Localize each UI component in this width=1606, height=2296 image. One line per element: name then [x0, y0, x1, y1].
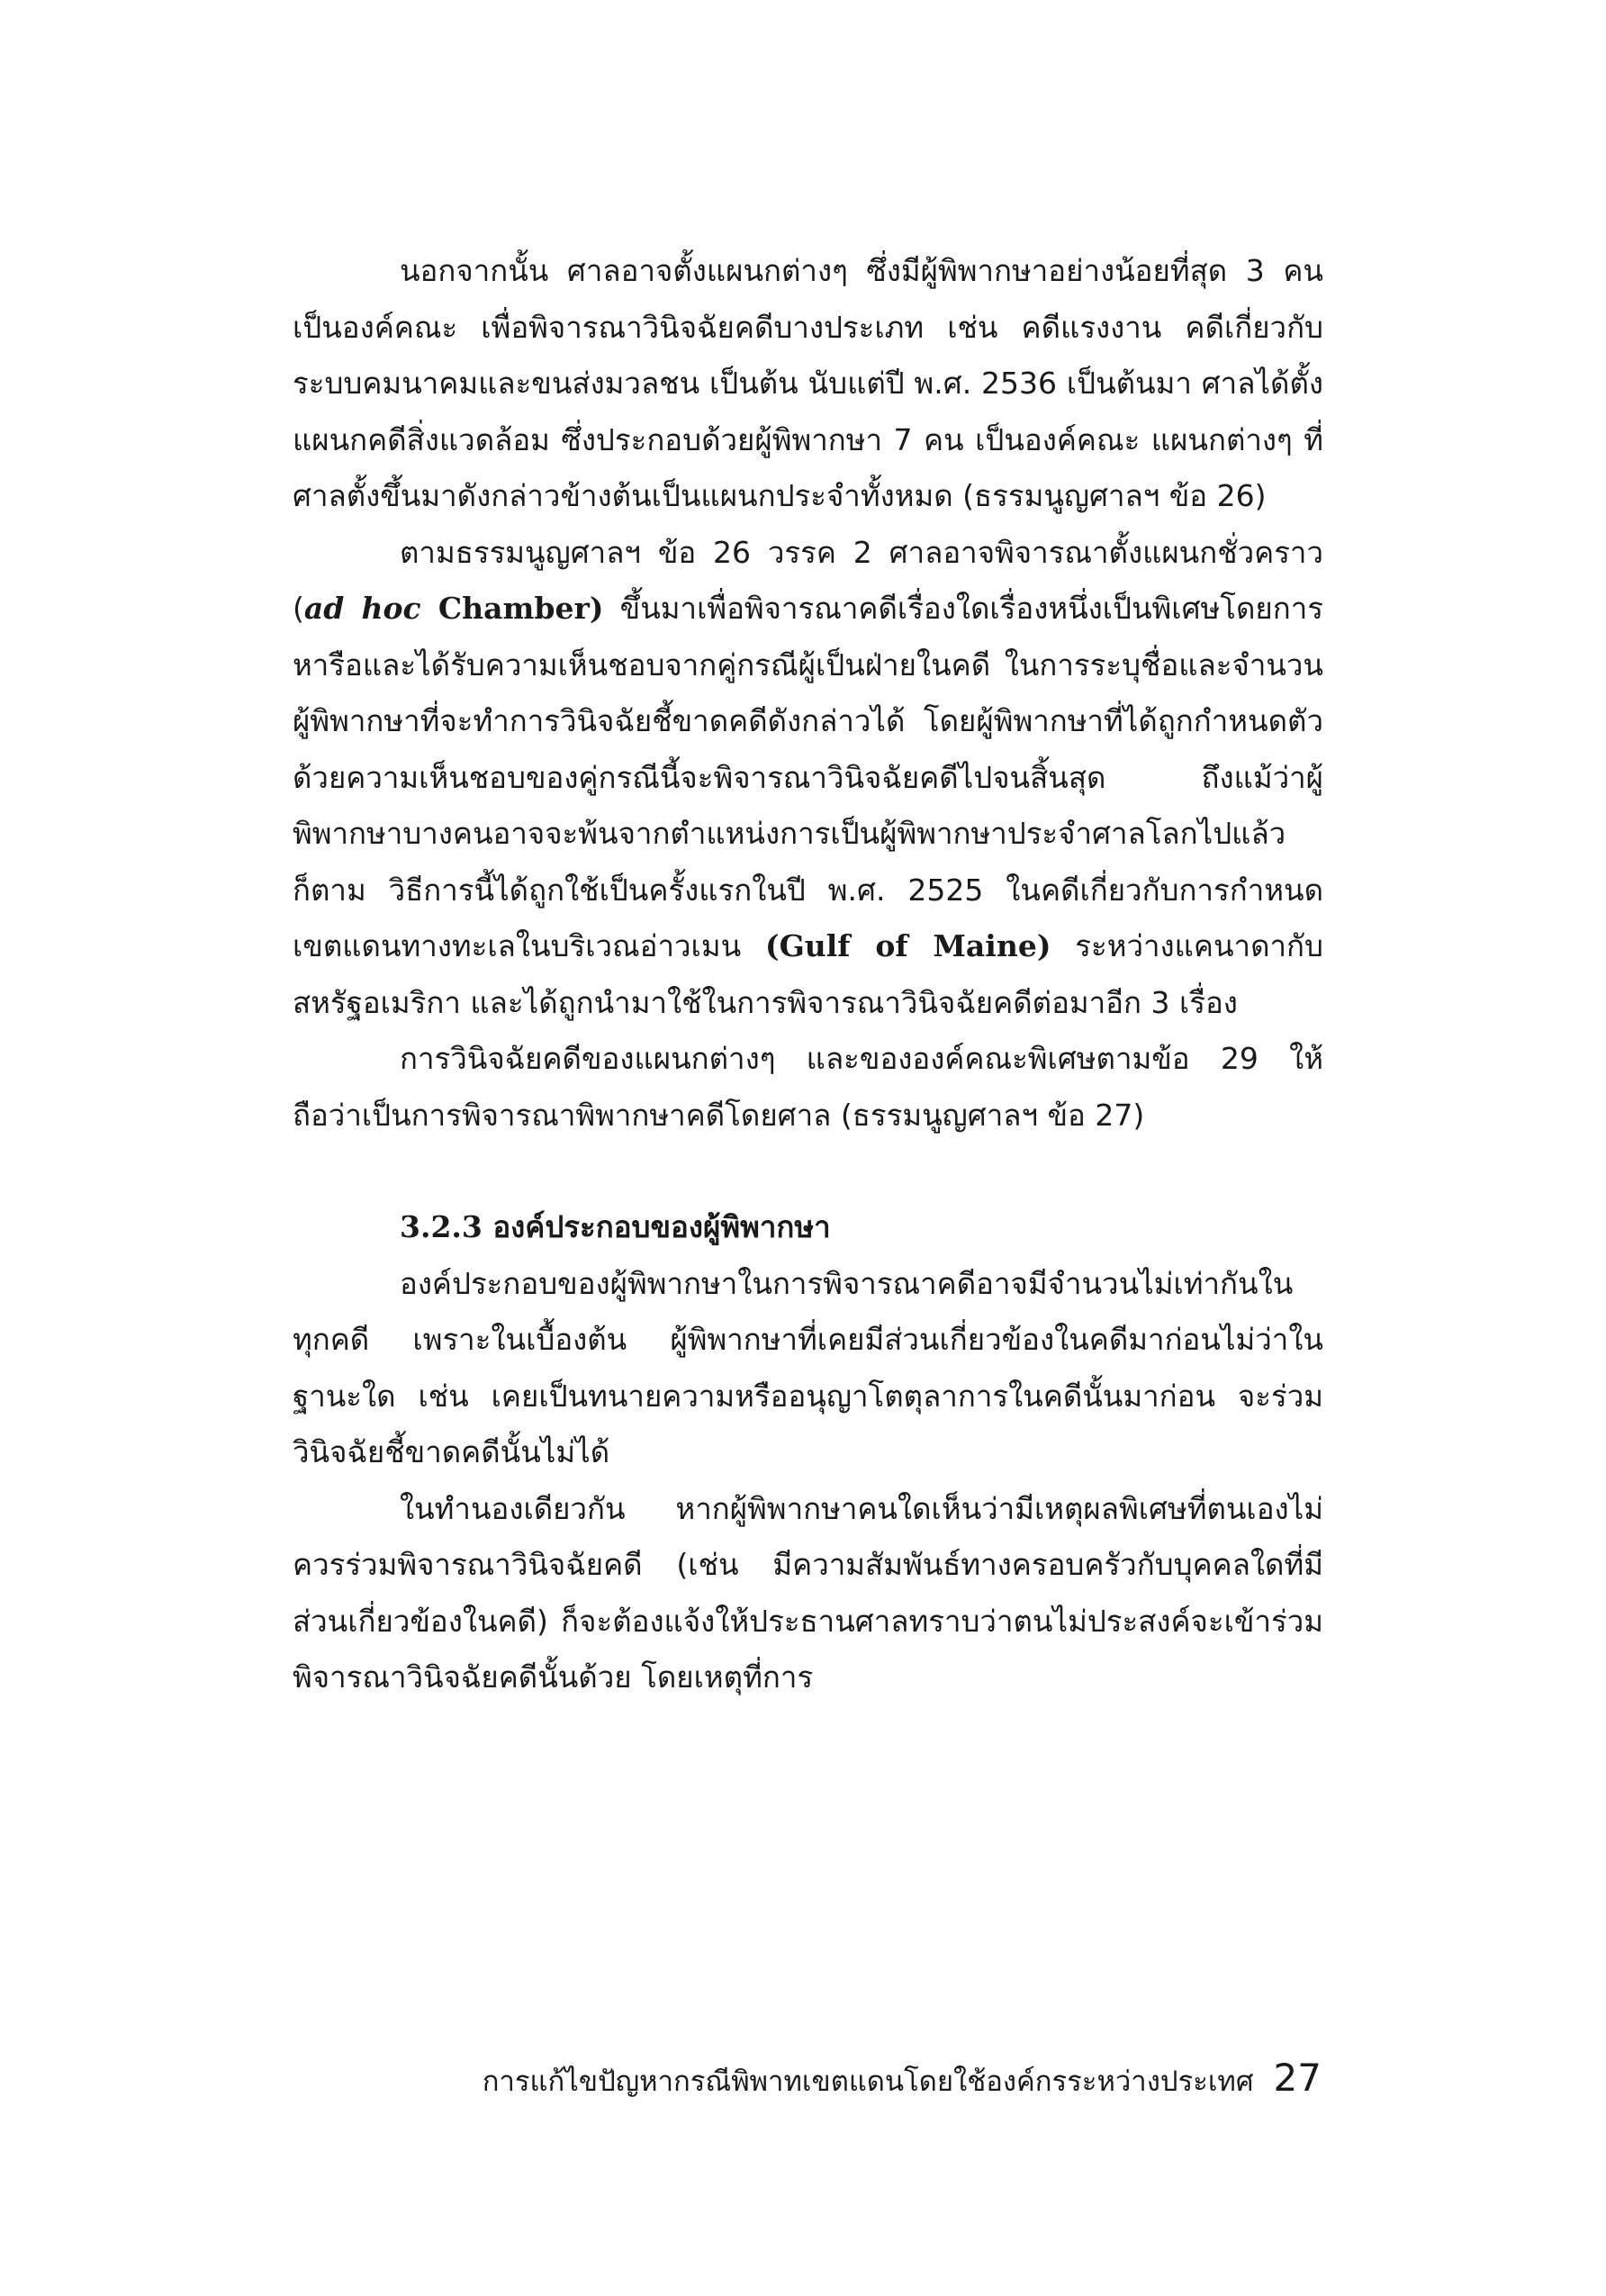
paragraph-text-part3: ขึ้นมาเพื่อพิจารณาคดีเรื่องใดเรื่องหนึ่งเป็นพิเศษโดยการหารือและได้รับความเห็นชอบจากคู่กรณีผู้เป็นฝ่ายในคดี ในการระบุชื่อและจำนวนผู้พิพากษาที่จะทำการวินิจฉัยชี้ขาดคดีดังกล่าวได้ โดยผู้พิพากษาที่ได้ถูกกำหนดตัวด้วยความเห็นชอบของคู่กรณีนี้จะพิจารณาวินิจฉัยคดีไปจนสิ้นสุด ถึงแม้ว่าผู้พิพากษาบางคนอาจจะพ้นจากตำแหน่งการเป็นผู้พิพากษาประจำศาลโลกไปแล้วก็ตาม วิธีการนี้ได้ถูกใช้เป็นครั้งแรกในปี พ.ศ. 2525 ในคดีเกี่ยวกับการกำหนดเขตแดนทางทะเลในบริเวณอ่าวเมน — [293, 591, 1323, 963]
page-body — [293, 243, 1323, 1706]
section-spacer — [293, 1143, 1323, 1199]
paragraph-text-part1: ตามธรรมนูญศาลฯ ข้อ 26 วรรค 2 ศาลอาจพิจารณาตั้งแผนกชั่วคราว ( — [293, 534, 1323, 626]
paragraph-text: ในทำนองเดียวกัน หากผู้พิพากษาคนใดเห็นว่ามีเหตุผลพิเศษที่ตนเองไม่ควรร่วมพิจารณาวินิจฉัยคดี (เช่น มีความสัมพันธ์ทางครอบครัวกับบุคคลใดที่มีส่วนเกี่ยวข้องในคดี) ก็จะต้องแจ้งให้ประธานศาลทราบว่าตนไม่ประสงค์จะเข้าร่วมพิจารณาวินิจฉัยคดีนั้นด้วย โดยเหตุที่การ — [293, 1490, 1323, 1695]
english-term-chamber: Chamber) — [420, 591, 604, 626]
paragraph-ad-hoc-chamber — [293, 525, 1323, 1032]
latin-term-ad-hoc: ad hoc — [303, 591, 421, 626]
paragraph-text: นอกจากนั้น ศาลอาจตั้งแผนกต่างๆ ซึ่งมีผู้พิพากษาอย่างน้อยที่สุด 3 คน เป็นองค์คณะ เพื่อพิจารณาวินิจฉัยคดีบางประเภท เช่น คดีแรงงาน คดีเกี่ยวกับระบบคมนาคมและขนส่งมวลชน เป็นต้น นับแต่ปี พ.ศ. 2536 เป็นต้นมา ศาลได้ตั้งแผนกคดีสิ่งแวดล้อม ซึ่งประกอบด้วยผู้พิพากษา 7 คน เป็นองค์คณะ แผนกต่างๆ ที่ศาลตั้งขึ้นมาดังกล่าวข้างต้นเป็นแผนกประจำทั้งหมด (ธรรมนูญศาลฯ ข้อ 26) — [293, 253, 1323, 513]
section-heading-judge-composition: 3.2.3 องค์ประกอบของผู้พิพากษา — [400, 1209, 831, 1244]
page-number: 27 — [1273, 2056, 1322, 2100]
paragraph-special-chambers — [293, 243, 1323, 525]
english-term-gulf-of-maine: (Gulf of Maine) — [764, 928, 1051, 963]
paragraph-judge-composition — [293, 1256, 1323, 1481]
paragraph-chamber-judgments — [293, 1031, 1323, 1143]
page-footer — [483, 2056, 1322, 2103]
running-title: การแก้ไขปัญหากรณีพิพาทเขตแดนโดยใช้องค์กรระหว่างประเทศ — [482, 2065, 1254, 2098]
paragraph-text: องค์ประกอบของผู้พิพากษาในการพิจารณาคดีอาจมีจำนวนไม่เท่ากันในทุกคดี เพราะในเบื้องต้น ผู้พิพากษาที่เคยมีส่วนเกี่ยวข้องในคดีมาก่อนไม่ว่าในฐานะใด เช่น เคยเป็นทนายความหรืออนุญาโตตุลาการในคดีนั้นมาก่อน จะร่วมวินิจฉัยชี้ขาดคดีนั้นไม่ได้ — [293, 1265, 1323, 1469]
paragraph-text-part4: ระหว่างแคนาดากับสหรัฐอเมริกา และได้ถูกนำมาใช้ในการพิจารณาวินิจฉัยคดีต่อมาอีก 3 เรื่อง — [293, 928, 1323, 1020]
paragraph-judge-recusal — [293, 1481, 1323, 1706]
paragraph-text: การวินิจฉัยคดีของแผนกต่างๆ และขององค์คณะพิเศษตามข้อ 29 ให้ถือว่าเป็นการพิจารณาพิพากษาคดีโดยศาล (ธรรมนูญศาลฯ ข้อ 27) — [293, 1041, 1323, 1133]
